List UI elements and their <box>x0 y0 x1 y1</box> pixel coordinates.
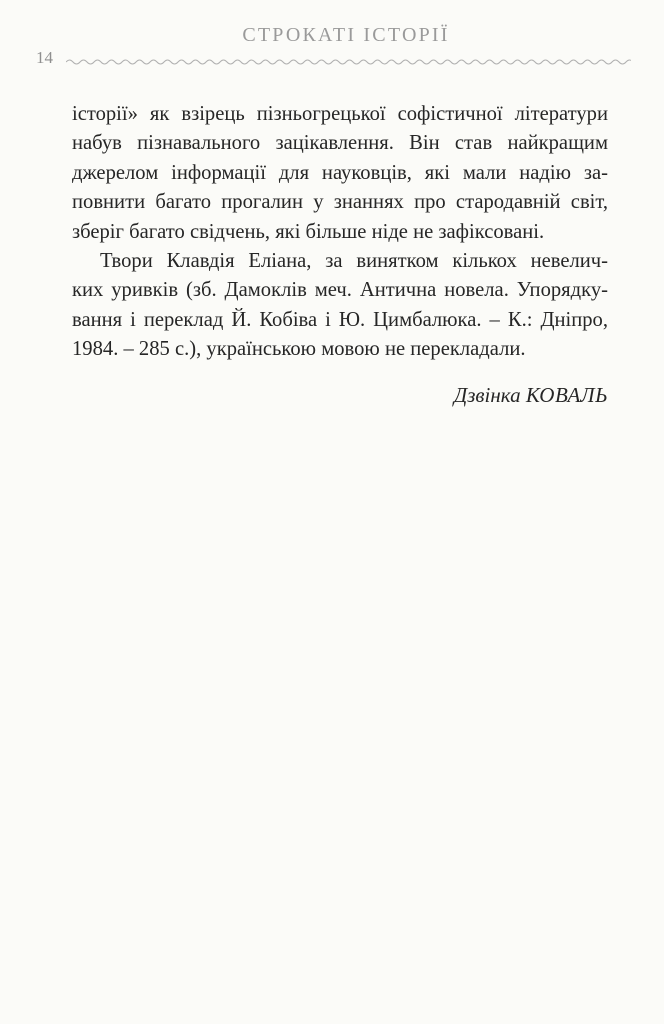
running-title: СТРОКАТІ ІСТОРІЇ <box>242 24 450 46</box>
text-line: повнити багато прогалин у знаннях про стародавній світ, <box>72 191 608 214</box>
paragraph-2 <box>72 247 608 365</box>
text-line: 1984. – 285 с.), українською мовою не перекладали. <box>72 338 526 361</box>
wavy-rule-ornament <box>66 56 631 68</box>
author-surname: КОВАЛЬ <box>525 383 608 407</box>
text-line: джерелом інформації для науковців, які мали надію за- <box>72 161 608 184</box>
author-signature <box>454 383 608 408</box>
text-line: Твори Клавдія Еліана, за винятком кількох невелич- <box>100 250 608 273</box>
text-line: набув пізнавального зацікавлення. Він став найкращим <box>72 132 608 155</box>
text-line: історії» як взірець пізньогрецької софістичної літератури <box>72 103 608 125</box>
text-line: вання і переклад Й. Кобіва і Ю. Цимбалюка. – К.: Дніпро, <box>72 308 608 331</box>
author-first-name: Дзвінка <box>453 383 521 407</box>
page-number: 14 <box>36 48 53 67</box>
text-line: ких уривків (зб. Дамоклів меч. Антична новела. Упорядку- <box>72 279 608 302</box>
paragraph-1 <box>72 100 608 247</box>
main-text <box>72 100 608 365</box>
text-line: зберіг багато свідчень, які більше ніде не зафіксовані. <box>72 220 545 243</box>
